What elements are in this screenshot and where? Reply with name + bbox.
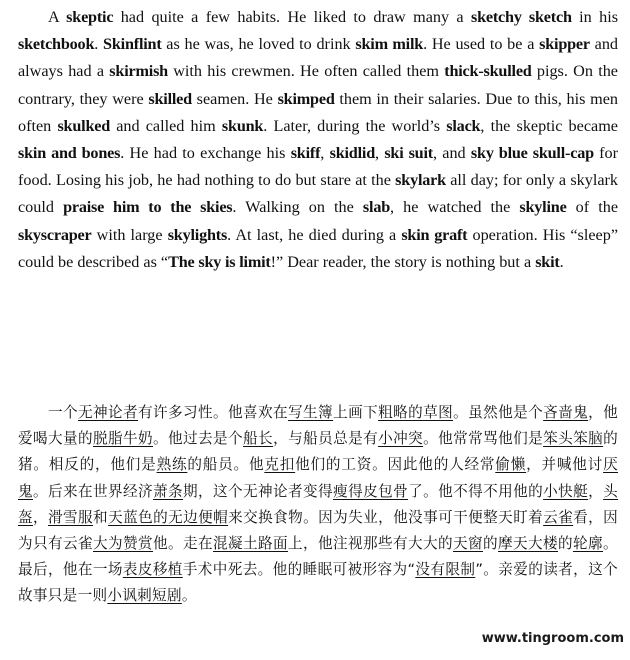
keyword: skipper [539,35,590,54]
underlined-term: 小讽刺短剧 [107,587,182,605]
text-segment: 看，因为只有云雀 [18,508,619,553]
keyword: skirmish [109,62,168,81]
underlined-term: 偷懒 [495,456,527,474]
text-segment: and called him [110,116,222,135]
keyword: skin graft [401,225,468,244]
text-segment: them in their salaries. Due to this, his men often [18,89,618,135]
underlined-term: 轮廓 [573,535,604,553]
keyword: skiff [290,144,321,163]
text-segment: 期，这个无神论者变得 [183,482,334,500]
text-segment: ，并喊他讨 [526,456,604,474]
keyword: skyline [519,198,567,217]
watermark: www.tingroom.com [481,631,624,646]
english-paragraph [18,4,618,276]
text-segment: , [320,144,330,163]
text-segment: 他。走在 [153,535,213,553]
keyword: sky blue skull-cap [470,144,594,163]
text-segment: 。他过去是个 [153,430,244,448]
keyword: ski suit [384,144,433,163]
text-segment: and always had a [18,35,619,81]
underlined-term: 笨头笨脑 [543,430,604,448]
underlined-term: 厌鬼 [18,456,618,500]
keyword: skyscraper [18,225,92,244]
keyword: skilled [148,89,192,108]
underlined-term: 瘦得皮包骨 [333,482,409,500]
text-segment: with large [91,225,168,244]
keyword: skit [535,252,560,271]
text-segment: 。虽然他是个 [453,404,544,421]
text-segment: seamen. He [191,89,278,108]
keyword: skimped [277,89,335,108]
text-segment: . [559,252,564,271]
chinese-translation [18,400,618,610]
underlined-term: 小冲突 [378,430,424,448]
text-segment: 的船员。他 [187,456,265,474]
underlined-term: 熟练 [156,456,188,474]
text-segment: ，他爱喝大量的 [18,404,619,448]
english-passage [18,4,618,276]
keyword: Skinflint [103,35,162,54]
keyword: slab [362,198,391,217]
chinese-paragraph [18,400,618,610]
text-segment: 一个 [48,404,79,421]
text-segment: . He used to be a [423,35,540,54]
text-segment: 。后来在世界经济 [33,482,154,500]
text-segment: in his [571,8,618,26]
text-segment: ”。亲爱的读者，这个故事只是一则 [18,561,618,605]
underlined-term: 滑雪服 [48,508,94,526]
text-segment: with his crewmen. He often called them [167,62,445,81]
text-segment: 的 [558,535,573,553]
keyword: sketchy sketch [470,8,572,26]
text-segment: . He had to exchange his [120,144,291,163]
underlined-term: 大为赞赏 [93,535,153,553]
text-segment: ， [588,482,604,500]
keyword: skulked [57,116,111,135]
underlined-term: 克扣 [264,456,296,474]
keyword: skeptic [66,8,114,26]
underlined-term: 萧条 [153,482,184,500]
text-segment: 有许多习性。他喜欢在 [138,404,289,421]
underlined-term: 船长 [243,430,274,448]
underlined-term: 头盔 [18,482,619,526]
keyword: skidlid [329,144,375,163]
text-segment: , the skeptic became [480,116,618,135]
text-segment: for food. Losing his job, he had nothing to do but stare at the [18,144,619,190]
underlined-term: 粗略的草图 [378,404,454,421]
text-segment: . [94,35,104,54]
keyword: skin and bones [18,144,121,163]
underlined-term: 混凝土路面 [213,535,288,553]
text-segment: , he watched the [390,198,520,217]
text-segment: 上，他注视那些有大大的 [288,535,453,553]
keyword: skunk [221,116,264,135]
underlined-term: 云雀 [543,508,574,526]
text-segment: all day; for only a skylark could [18,171,618,217]
text-segment: 和 [93,508,109,526]
text-segment: 。最后，他在一场 [18,535,618,579]
text-segment: 。他常常骂他们是 [423,430,544,448]
text-segment: 来交换食物。因为失业，他没事可干便整天盯着 [228,508,544,526]
text-segment: operation. His “sleep” could be described as “ [18,225,619,271]
text-segment: pigs. On the contrary, they were [18,62,618,108]
text-segment: . Walking on the [232,198,363,217]
underlined-term: 天蓝色的无边便帽 [108,508,229,526]
text-segment: . Later, during the world’s [263,116,447,135]
text-segment: 。 [181,587,197,605]
text-segment: 手术中死去。他的睡眠可被形容为“ [182,561,416,579]
keyword: thick-skulled [444,62,532,81]
text-segment: A [48,8,67,26]
text-segment: as he was, he loved to drink [161,35,356,54]
keyword: skylights [167,225,228,244]
keyword: praise him to the skies [63,198,233,217]
underlined-term: 表皮移植 [122,561,183,579]
text-segment: 的 [483,535,498,553]
underlined-term: 脱脂牛奶 [93,430,154,448]
underlined-term: 小快艇 [543,482,589,500]
text-segment: ，与船员总是有 [273,430,379,448]
underlined-term: 天窗 [453,535,483,553]
text-segment: had quite a few habits. He liked to draw many a [113,8,471,26]
keyword: skim milk [355,35,424,54]
text-segment: 了。他不得不用他的 [408,482,544,500]
keyword: sketchbook [18,35,95,54]
text-segment: 他们的工资。因此他的人经常 [295,456,496,474]
text-segment: , [375,144,385,163]
text-segment: of the [566,198,619,217]
keyword: skylark [395,171,446,190]
underlined-term: 写生簿 [288,404,334,421]
keyword: slack [446,116,481,135]
underlined-term: 没有限制 [415,561,476,579]
keyword: The sky is limit [168,252,271,271]
text-segment: !” Dear reader, the story is nothing but a [270,252,536,271]
text-segment: 的猪。相反的，他们是 [18,430,619,474]
underlined-term: 摩天大楼 [498,535,558,553]
text-segment: . At last, he died during a [227,225,402,244]
text-segment: ， [33,508,49,526]
text-segment: 上画下 [333,404,379,421]
underlined-term: 无神论者 [78,404,139,421]
underlined-term: 吝啬鬼 [543,404,589,421]
text-segment: , and [432,144,471,163]
